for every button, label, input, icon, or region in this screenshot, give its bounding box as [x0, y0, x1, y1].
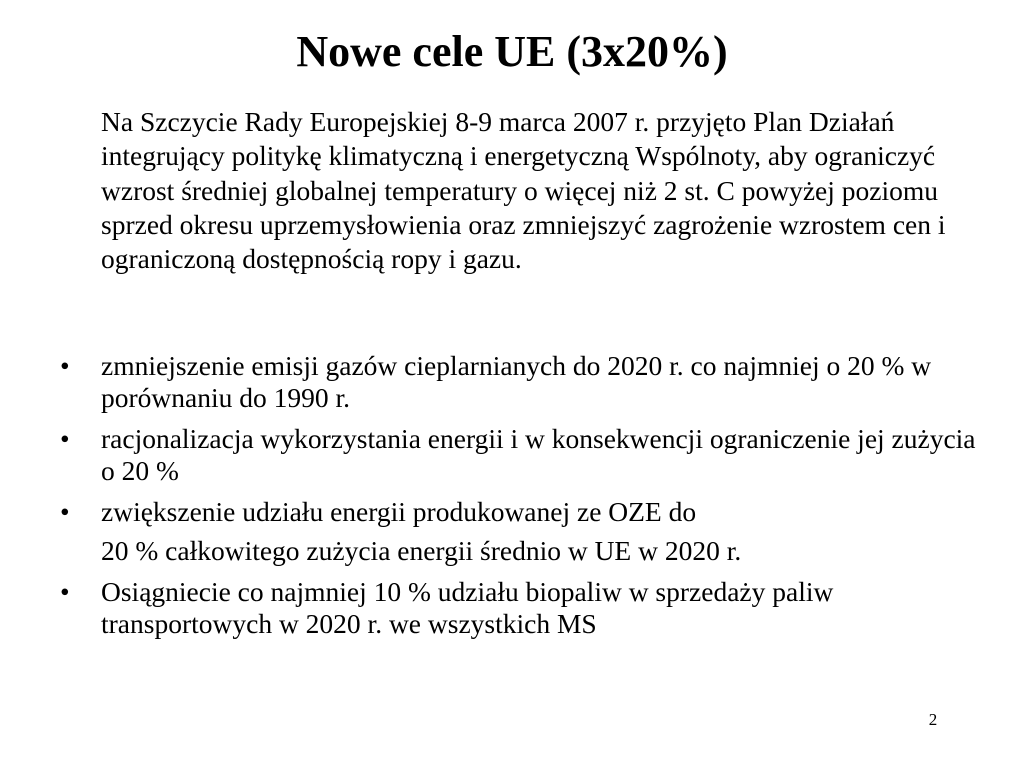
bullet-item — [60, 350, 980, 414]
bullet-item — [60, 576, 980, 640]
bullet-text: zwiększenie udziału energii produkowanej ze OZE do — [101, 496, 697, 527]
bullet-item — [60, 423, 980, 487]
page-number: 2 — [928, 710, 938, 729]
bullet-marker: • — [60, 423, 70, 454]
bullet-list — [60, 350, 980, 649]
bullet-text: Osiągniecie co najmniej 10 % udziału biopaliw w sprzedaży paliw transportowych w 2020 r. we wszystkich MS — [101, 576, 834, 639]
bullet-text: racjonalizacja wykorzystania energii i w konsekwencji ograniczenie jej zużycia o 20 % — [101, 423, 976, 486]
bullet-text: zmniejszenie emisji gazów cieplarnianych do 2020 r. co najmniej o 20 % w porównaniu do 1990 r. — [101, 350, 932, 413]
bullet-marker: • — [60, 350, 70, 381]
bullet-continuation: 20 % całkowitego zużycia energii średnio w UE w 2020 r. — [101, 535, 742, 566]
bullet-item — [60, 496, 980, 567]
intro-paragraph: Na Szczycie Rady Europejskiej 8-9 marca 2007 r. przyjęto Plan Działań integrujący politykę klimatyczną i energetyczną Wspólnoty, aby ograniczyć wzrost średniej globalnej temperatury o więcej niż 2 st. C powyżej poziomu sprzed okresu uprzemysłowienia oraz zmniejszyć zagrożenie wzrostem cen i ograniczoną dostępnością ropy i gazu. — [101, 106, 946, 275]
bullet-marker: • — [60, 576, 70, 607]
slide-title: Nowe cele UE (3x20%) — [296, 27, 728, 76]
bullet-marker: • — [60, 496, 70, 527]
